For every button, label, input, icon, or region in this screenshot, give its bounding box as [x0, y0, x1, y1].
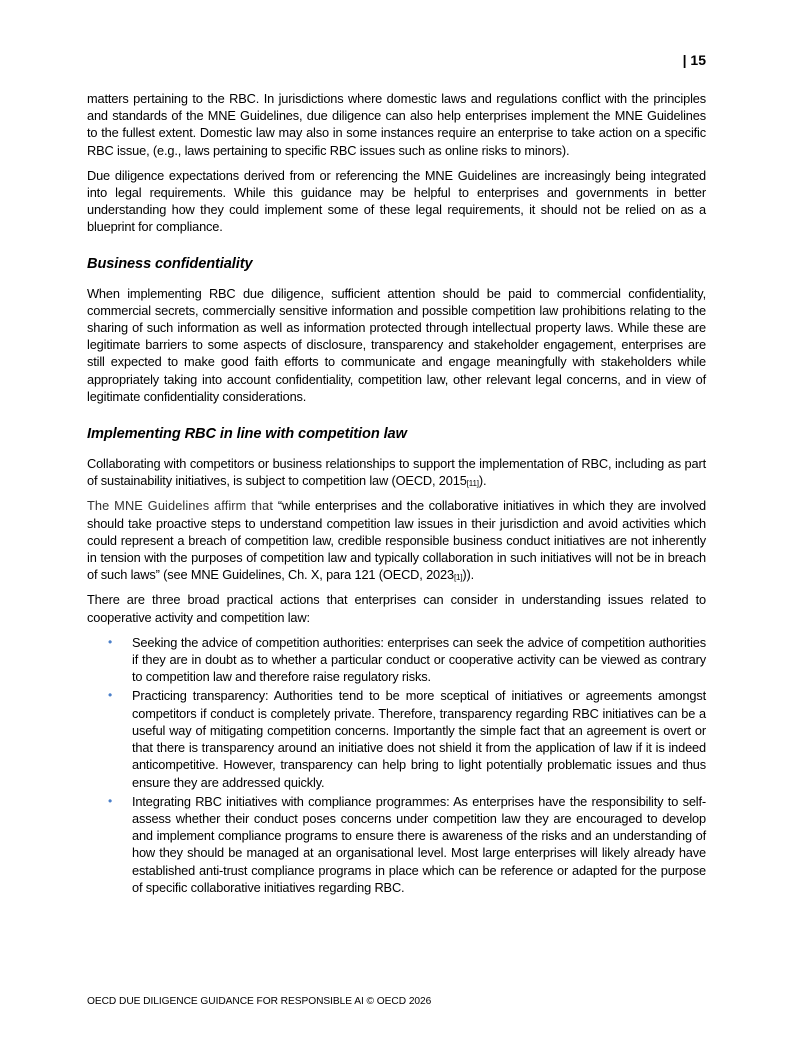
list-item	[108, 634, 706, 686]
paragraph-three-actions: There are three broad practical actions that enterprises can consider in understanding issues related to cooperative activity and competition law:	[87, 592, 706, 625]
actions-list	[87, 634, 706, 896]
list-item	[108, 793, 706, 896]
paragraph-text: Collaborating with competitors or business relationships to support the implementation of RBC, including as part of sustainability initiatives, is subject to competition law (OECD, 2015	[87, 456, 706, 489]
citation-link[interactable]: [1]	[453, 573, 463, 583]
paragraph-text-end: ).	[478, 473, 487, 489]
list-item-text: Integrating RBC initiatives with compliance programmes: As enterprises have the responsibility to self-assess whether their conduct poses concerns under competition law they are encouraged to develop and implement compliance programs to ensure there is awareness of the risks and an understanding of how they should be managed at an organisational level. Most large enterprises will likely already have established anti-trust compliance programs in place which can be reference or adapted for the purpose of specific collaborative initiatives regarding RBC.	[132, 793, 706, 895]
page-footer: OECD DUE DILIGENCE GUIDANCE FOR RESPONSIBLE AI © OECD 2026	[87, 996, 432, 1007]
list-item-text: Seeking the advice of competition authorities: enterprises can seek the advice of competition authorities if they are in doubt as to whether a particular conduct or cooperative activity can be viewed as contrary to competition law and therefore raise regulatory risks.	[132, 634, 706, 685]
page-number: | 15	[682, 52, 706, 68]
paragraph-confidentiality: When implementing RBC due diligence, sufficient attention should be paid to commercial confidentiality, commercial secrets, commercially sensitive information and possible competition law prohibitions relating to the sharing of such information as well as information protected through intellectual property laws. While these are legitimate barriers to some aspects of disclosure, transparency and stakeholder engagement, enterprises are still expected to make good faith efforts to communicate and engage meaningfully with stakeholders while appropriately taking into account confidentiality, competition law, other relevant legal concerns, and in view of legitimate confidentiality considerations.	[87, 285, 706, 404]
list-item-text: Practicing transparency: Authorities tend to be more sceptical of initiatives or agreements amongst competitors if conduct is completely private. Therefore, transparency regarding RBC initiatives can be a useful way of mitigating competition concerns. Importantly the simple fact that an agreement is overt or that there is transparency around an initiative does not shield it from the application of law if it is indeed anticompetitive. However, transparency can help bring to light potentially problematic issues and thus ensure they are addressed quickly.	[132, 688, 706, 790]
bullet-icon: •	[108, 793, 113, 808]
paragraph-collaborating	[87, 455, 706, 489]
bullet-icon: •	[108, 634, 113, 649]
heading-competition-law: Implementing RBC in line with competition law	[87, 426, 407, 443]
page-content	[87, 90, 706, 898]
paragraph-mne-affirm	[87, 497, 706, 583]
list-item	[108, 687, 706, 790]
paragraph-lead: The MNE Guidelines affirm that	[87, 498, 278, 514]
paragraph-text-end: )).	[462, 567, 475, 583]
paragraph-due-diligence-expectations: Due diligence expectations derived from or referencing the MNE Guidelines are increasingly being integrated into legal requirements. While this guidance may be helpful to enterprises and governments in better understanding how they could implement some of these legal requirements, it should not be relied on as a blueprint for compliance.	[87, 167, 706, 235]
quoted-text: “while enterprises and the collaborative initiatives in which they are involved should take proactive steps to understand competition law issues in their jurisdiction and avoid activities which could represent a breach of competition law, credible responsible business conduct initiatives are not inherently in tension with the purposes of competition law and typically collaboration in such initiatives will not be in breach of such laws” (see MNE Guidelines, Ch. X, para 121 (OECD, 2023	[87, 498, 707, 583]
heading-business-confidentiality: Business confidentiality	[87, 255, 253, 272]
paragraph-rbc-matters: matters pertaining to the RBC. In jurisdictions where domestic laws and regulations conflict with the principles and standards of the MNE Guidelines, due diligence can also help enterprises implement the MNE Guidelines to the fullest extent. Domestic law may also in some instances require an enterprise to take action on a specific RBC issue, (e.g., laws pertaining to specific RBC issues such as online risks to minors).	[87, 91, 706, 158]
citation-link[interactable]: [11]	[466, 479, 479, 489]
bullet-icon: •	[108, 688, 113, 703]
